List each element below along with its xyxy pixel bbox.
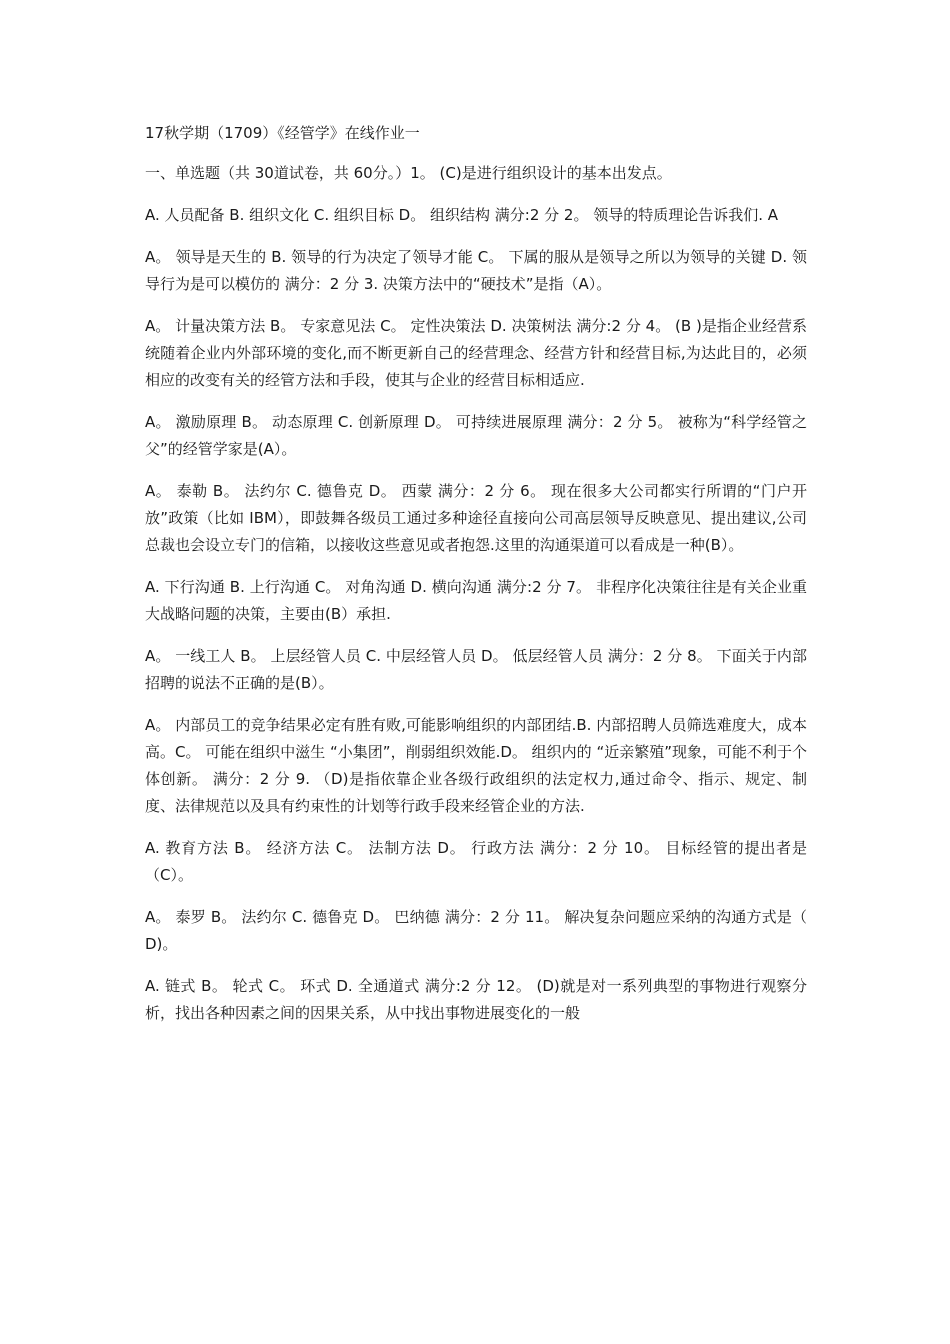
question-paragraph: A. 链式 B。 轮式 C。 环式 D. 全通道式 满分:2 分 12。 (D)就是对一系列典型的事物进行观察分析，找出各种因素之间的因果关系，从中找出事物进展变化的一般: [145, 977, 807, 1022]
question-paragraph: A。 领导是天生的 B. 领导的行为决定了领导才能 C。 下属的服从是领导之所以为领导的关键 D. 领导行为是可以模仿的 满分：2 分 3. 决策方法中的“硬技术”是指（A）。: [145, 248, 807, 293]
question-paragraph: A。 内部员工的竞争结果必定有胜有败,可能影响组织的内部团结.B. 内部招聘人员筛选难度大，成本高。C。 可能在组织中滋生 “小集团”，削弱组织效能.D。 组织内的 “近亲繁殖”现象，可能不利于个体创新。 满分：2 分 9. （D)是指依靠企业各级行政组织的法定权力,通过命令、指示、规定、制度、法律规范以及具有约束性的计划等行政手段来经管企业的方法.: [145, 716, 807, 815]
question-paragraph: A. 下行沟通 B. 上行沟通 C。 对角沟通 D. 横向沟通 满分:2 分 7。 非程序化决策往往是有关企业重大战略问题的决策，主要由(B）承担.: [145, 578, 807, 623]
question-paragraph: A。 泰勒 B。 法约尔 C. 德鲁克 D。 西蒙 满分：2 分 6。 现在很多大公司都实行所谓的“门户开放”政策（比如 IBM），即鼓舞各级员工通过多种途径直接向公司高层领导反映意见、提出建议,公司总裁也会设立专门的信箱，以接收这些意见或者抱怨.这里的沟通渠道可以看成是一种(B）。: [145, 482, 807, 554]
question-paragraph: A。 计量决策方法 B。 专家意见法 C。 定性决策法 D. 决策树法 满分:2 分 4。 (B )是指企业经营系统随着企业内外部环境的变化,而不断更新自己的经营理念、经营方针和经营目标,为达此目的，必须相应的改变有关的经管方法和手段，使其与企业的经营目标相适应.: [145, 317, 807, 389]
question-paragraph: A. 教育方法 B。 经济方法 C。 法制方法 D。 行政方法 满分：2 分 10。 目标经管的提出者是（C）。: [145, 839, 807, 884]
question-paragraph: A。 泰罗 B。 法约尔 C. 德鲁克 D。 巴纳德 满分：2 分 11。 解决复杂问题应采纳的沟通方式是（ D)。: [145, 908, 807, 953]
question-paragraph: A。 激励原理 B。 动态原理 C. 创新原理 D。 可持续进展原理 满分：2 分 5。 被称为“科学经管之父”的经管学家是(A）。: [145, 413, 807, 458]
question-paragraph: 一、单选题（共 30道试卷，共 60分。）1。 (C)是进行组织设计的基本出发点。: [145, 164, 672, 182]
document-title: 17秋学期（1709）《经管学》在线作业一: [145, 124, 420, 142]
question-paragraph: A. 人员配备 B. 组织文化 C. 组织目标 D。 组织结构 满分:2 分 2。 领导的特质理论告诉我们. A: [145, 206, 779, 224]
document-body: [145, 120, 807, 1042]
question-paragraph: A。 一线工人 B。 上层经管人员 C. 中层经管人员 D。 低层经管人员 满分：2 分 8。 下面关于内部招聘的说法不正确的是(B）。: [145, 647, 807, 692]
